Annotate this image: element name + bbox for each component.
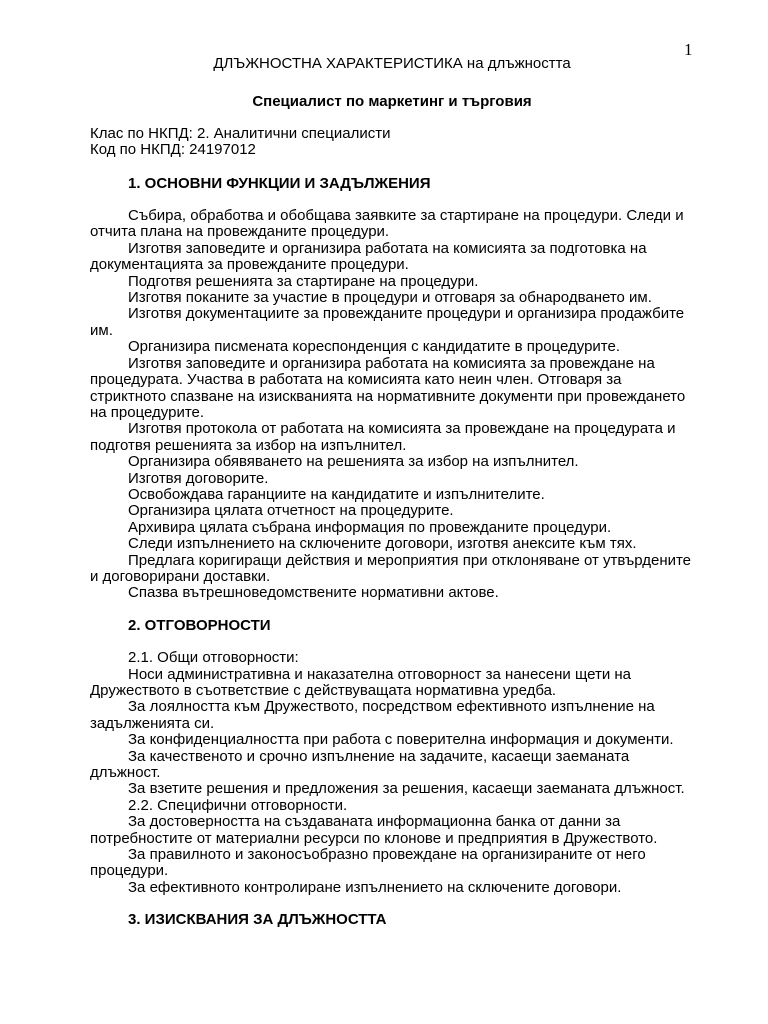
- classification-block: [90, 126, 694, 159]
- section-heading-responsibilities: 2. ОТГОВОРНОСТИ: [128, 616, 271, 634]
- code-line: Код по НКПД: 24197012: [90, 141, 256, 159]
- paragraph: Предлага коригиращи действия и мероприятия при отклоняване от утвърдените и договорирани доставки.: [90, 551, 692, 585]
- class-line: Клас по НКПД: 2. Аналитични специалисти: [90, 124, 391, 142]
- page-number: 1: [684, 40, 693, 59]
- paragraph: Изготвя протокола от работата на комисията за провеждане на процедурата и подготвя решенията за избор на изпълнител.: [90, 420, 676, 454]
- subsection-label: 2.1. Общи отговорности:: [128, 649, 299, 667]
- paragraph: Носи административна и наказателна отговорност за нанесени щети на Дружеството в съответствие с действуващата нормативна уредба.: [90, 665, 632, 699]
- paragraph: Организира писмената кореспонденция с кандидатите в процедурите.: [128, 338, 621, 356]
- paragraph: За взетите решения и предложения за решения, касаещи заеманата длъжност.: [128, 780, 685, 798]
- paragraph: Следи изпълнението на сключените договори, изготвя анексите към тях.: [128, 535, 637, 553]
- paragraph: Изготвя документациите за провежданите процедури и организира продажбите им.: [90, 305, 685, 339]
- paragraph: За правилното и законосъобразно провеждане на организираните от него процедури.: [90, 846, 646, 880]
- paragraph: Подготвя решенията за стартиране на процедури.: [128, 272, 479, 290]
- paragraph: Събира, обработва и обобщава заявките за стартиране на процедури. Следи и отчита плана на провежданите процедури.: [90, 207, 684, 241]
- paragraph: Спазва вътрешноведомствените нормативни актове.: [128, 584, 499, 602]
- paragraph: За конфиденциалността при работа с поверителна информация и документи.: [128, 731, 674, 749]
- paragraph: Организира обявяването на решенията за избор на изпълнител.: [128, 453, 579, 471]
- document-title: ДЛЪЖНОСТНА ХАРАКТЕРИСТИКА на длъжността: [213, 55, 571, 72]
- paragraph: За лоялността към Дружеството, посредством ефективното изпълнение на задълженията си.: [90, 698, 655, 732]
- paragraph: За ефективното контролиране изпълнението на сключените договори.: [128, 878, 622, 896]
- paragraph: Освобождава гаранциите на кандидатите и изпълнителите.: [128, 485, 545, 503]
- paragraph: Изготвя договорите.: [128, 469, 269, 487]
- section-heading-functions: 1. ОСНОВНИ ФУНКЦИИ И ЗАДЪЛЖЕНИЯ: [128, 174, 431, 192]
- document-body: [90, 56, 694, 929]
- paragraph: Изготвя поканите за участие в процедури и отговаря за обнародването им.: [128, 289, 652, 307]
- paragraph: Архивира цялата събрана информация по провежданите процедури.: [128, 518, 612, 536]
- section-responsibilities: [90, 650, 694, 896]
- paragraph: За достоверността на създаваната информационна банка от данни за потребностите от материални ресурси по клонове и предприятия в Дружеството.: [90, 813, 658, 847]
- subsection-label: 2.2. Специфични отговорности.: [128, 796, 348, 814]
- paragraph: Организира цялата отчетност на процедурите.: [128, 502, 454, 520]
- paragraph: За качественото и срочно изпълнение на задачите, касаещи заеманата длъжност.: [90, 747, 630, 782]
- section-heading-requirements: 3. ИЗИСКВАНИЯ ЗА ДЛЪЖНОСТТА: [128, 911, 387, 929]
- paragraph: Изготвя заповедите и организира работата на комисията за подготовка на документацията за провежданите процедури.: [90, 239, 647, 274]
- paragraph: Изготвя заповедите и организира работата на комисията за провеждане на процедурата. Участва в работата на комисията като неин член. Отговаря за стриктното спазване на изискванията на нормативните документи при провеждането на процедурите.: [90, 354, 686, 421]
- position-title: Специалист по маркетинг и търговия: [252, 93, 532, 111]
- section-functions: [90, 208, 694, 602]
